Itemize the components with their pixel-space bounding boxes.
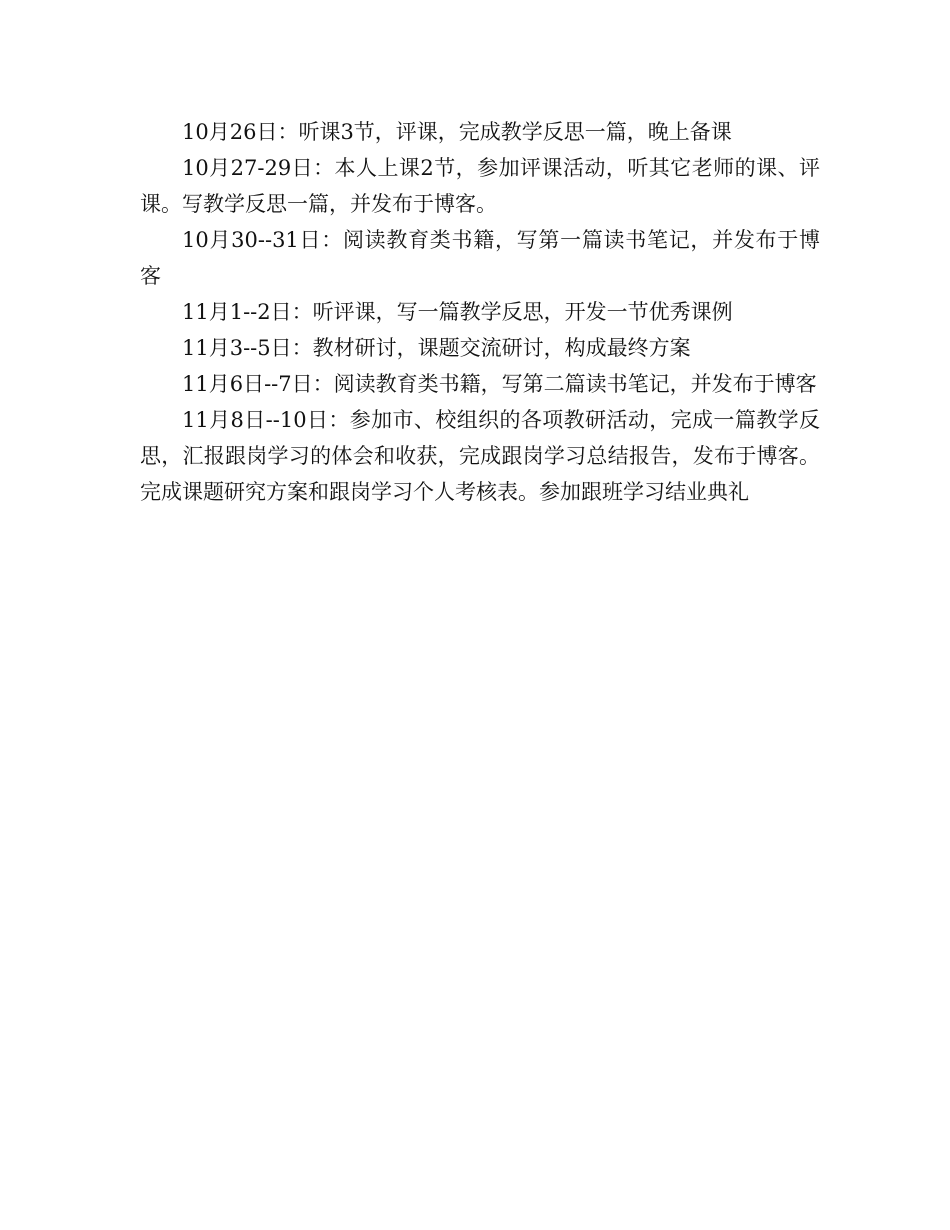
document-body: [140, 114, 820, 510]
schedule-paragraph-nov-8-10: 11月8日--10日：参加市、校组织的各项教研活动，完成一篇教学反思，汇报跟岗学习的体会和收获，完成跟岗学习总结报告，发布于博客。完成课题研究方案和跟岗学习个人考核表。参加跟班学习结业典礼: [140, 408, 820, 504]
schedule-paragraph-nov-1-2: 11月1--2日：听评课，写一篇教学反思，开发一节优秀课例: [182, 300, 733, 324]
schedule-paragraph-nov-6-7: 11月6日--7日：阅读教育类书籍，写第二篇读书笔记，并发布于博客: [182, 372, 817, 396]
schedule-paragraph-nov-3-5: 11月3--5日：教材研讨，课题交流研讨，构成最终方案: [182, 336, 691, 360]
schedule-paragraph-oct-27-29: 10月27-29日：本人上课2节，参加评课活动，听其它老师的课、评课。写教学反思一篇，并发布于博客。: [140, 156, 820, 216]
schedule-paragraph-oct-26: 10月26日：听课3节，评课，完成教学反思一篇，晚上备课: [182, 120, 732, 144]
schedule-paragraph-oct-30-31: 10月30--31日：阅读教育类书籍，写第一篇读书笔记，并发布于博客: [140, 228, 820, 288]
